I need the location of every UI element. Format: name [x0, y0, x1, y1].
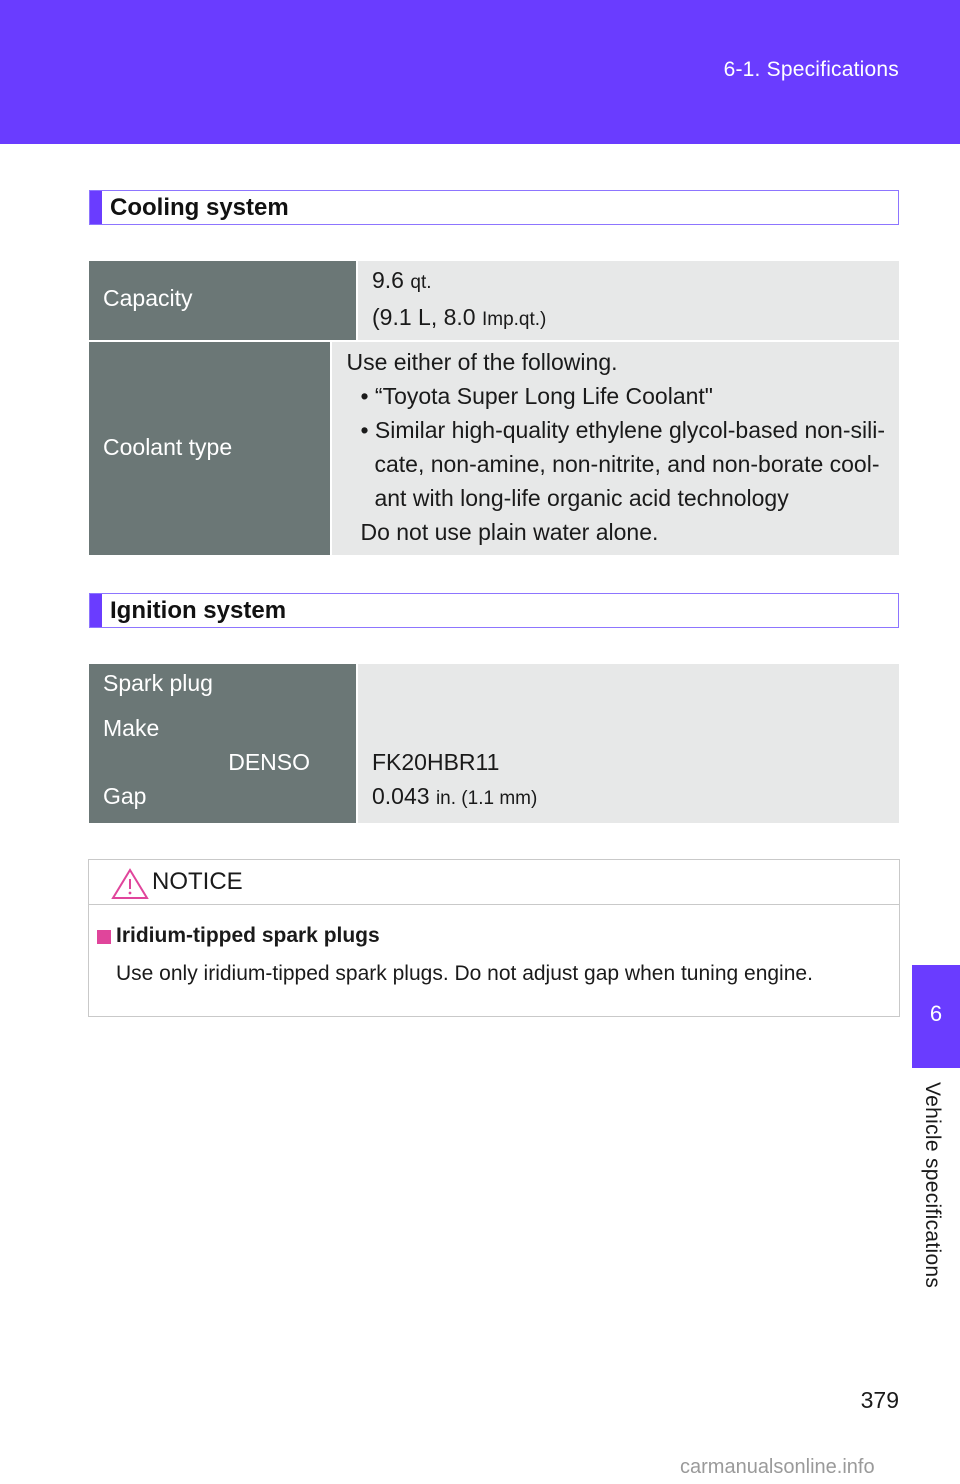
- label-spark-plug: [89, 664, 358, 823]
- capacity-value: 9.6: [372, 267, 404, 293]
- notice-bullet-square: [97, 930, 111, 944]
- gap-unit: in. (1.1 mm): [435, 788, 538, 809]
- spark-plug-label: Spark plug: [103, 670, 213, 696]
- chapter-number: 6: [929, 1001, 943, 1026]
- table-row-coolant: [89, 340, 899, 555]
- table-row-capacity: [89, 261, 899, 340]
- capacity-unit: qt.: [410, 272, 432, 293]
- notice-header: [89, 860, 899, 905]
- section-title-cooling: Cooling system: [110, 194, 289, 221]
- coolant-line: Do not use plain water alone.: [360, 519, 659, 545]
- value-coolant-type: [332, 342, 899, 555]
- notice-text: Use only iridium-tipped spark plugs. Do not adjust gap when tuning engine.: [116, 962, 813, 985]
- coolant-line: ant with long-life organic acid technology: [374, 485, 789, 511]
- value-spark-plug: [358, 664, 899, 823]
- section-accent: [90, 191, 102, 224]
- section-heading-cooling: [89, 190, 899, 225]
- make-label: Make: [103, 715, 160, 741]
- gap-value: 0.043: [372, 783, 430, 809]
- section-accent: [90, 594, 102, 627]
- capacity-liters: (9.1 L, 8.0: [372, 304, 476, 330]
- chapter-label: Vehicle specifications: [921, 1082, 944, 1289]
- ignition-spec-table: [89, 664, 899, 823]
- coolant-line: • Similar high-quality ethylene glycol-based non-sili-: [360, 417, 885, 443]
- coolant-line: Use either of the following.: [346, 349, 618, 375]
- gap-label: Gap: [103, 783, 147, 809]
- cooling-spec-table: [89, 261, 899, 555]
- page-number: 379: [860, 1387, 899, 1413]
- watermark: carmanualsonline.info: [680, 1456, 875, 1478]
- table-row-spark-plug: [89, 664, 899, 823]
- notice-subheading: Iridium-tipped spark plugs: [116, 924, 380, 947]
- section-heading-ignition: [89, 593, 899, 628]
- header-band: [0, 0, 960, 144]
- chapter-tab: [912, 965, 960, 1068]
- value-capacity: [358, 261, 899, 340]
- notice-label: NOTICE: [152, 868, 243, 895]
- make-value: FK20HBR11: [372, 749, 500, 775]
- label-capacity: Capacity: [89, 261, 358, 340]
- header-title: 6-1. Specifications: [723, 58, 899, 81]
- capacity-imp: Imp.qt.): [481, 309, 547, 330]
- notice-box: [88, 859, 900, 1017]
- warning-triangle-icon: [111, 868, 149, 900]
- coolant-line: cate, non-amine, non-nitrite, and non-borate cool-: [374, 451, 880, 477]
- label-coolant-type: Coolant type: [89, 342, 332, 555]
- section-title-ignition: Ignition system: [110, 597, 287, 624]
- coolant-line: • “Toyota Super Long Life Coolant": [360, 383, 713, 409]
- make-brand-label: DENSO: [228, 749, 310, 775]
